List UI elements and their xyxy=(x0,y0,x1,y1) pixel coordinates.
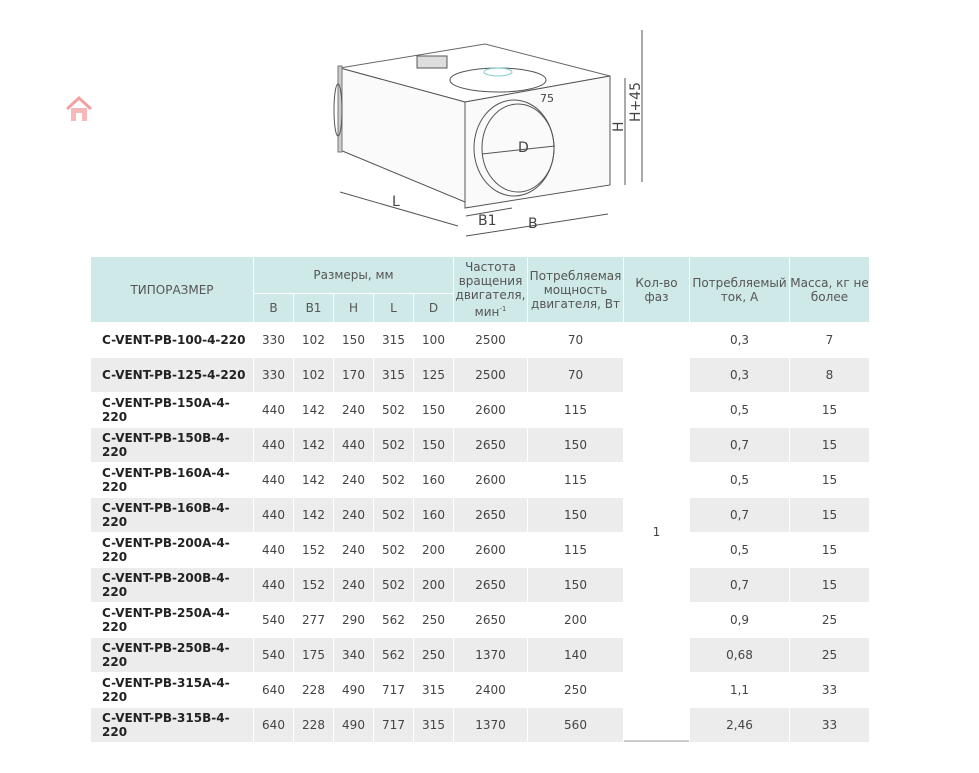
cell-value: 2400 xyxy=(475,683,506,697)
cell-value: 490 xyxy=(334,708,373,742)
cell-value: 70 xyxy=(528,358,623,392)
cell-value: 440 xyxy=(262,473,285,487)
cell-model: C-VENT-PB-315A-4-220 xyxy=(102,676,230,704)
cell-value: 2650 xyxy=(454,428,527,462)
table-row xyxy=(91,708,869,742)
cell-value: 717 xyxy=(374,708,413,742)
cell-value: 200 xyxy=(564,613,587,627)
cell-value: 640 xyxy=(254,708,293,742)
cell-value: 2650 xyxy=(454,498,527,532)
cell-value: 340 xyxy=(334,638,373,672)
cell-value: 502 xyxy=(382,473,405,487)
cell-value: 502 xyxy=(374,428,413,462)
table-row xyxy=(91,498,869,532)
cell-value: 560 xyxy=(528,708,623,742)
header-power: Потребляемая мощность двигателя, Вт xyxy=(528,257,623,322)
cell-value: 315 xyxy=(422,683,445,697)
cell-value: 102 xyxy=(302,333,325,347)
cell-value: 25 xyxy=(790,638,869,672)
cell-value: 142 xyxy=(302,403,325,417)
cell-value: 7 xyxy=(825,333,834,347)
cell-value: 717 xyxy=(382,683,405,697)
cell-value: 2500 xyxy=(454,358,527,392)
cell-value: 240 xyxy=(342,403,365,417)
label-h: H xyxy=(611,121,627,132)
cell-value: 2650 xyxy=(454,568,527,602)
cell-value: 0,5 xyxy=(729,543,750,557)
table-row xyxy=(91,638,869,672)
cell-value: 15 xyxy=(821,473,838,487)
cell-value: 240 xyxy=(342,543,365,557)
cell-value: 15 xyxy=(790,498,869,532)
cell-value: 240 xyxy=(334,498,373,532)
cell-value: 150 xyxy=(422,403,445,417)
cell-value: 1,1 xyxy=(729,683,750,697)
cell-value: 315 xyxy=(374,358,413,392)
cell-value: 502 xyxy=(374,568,413,602)
cell-value: 1370 xyxy=(454,708,527,742)
cell-value: 2,46 xyxy=(690,708,789,742)
cell-value: 330 xyxy=(254,358,293,392)
header-phases: Кол-во фаз xyxy=(624,257,689,322)
cell-value: 15 xyxy=(790,428,869,462)
cell-value: 640 xyxy=(262,683,285,697)
label-b: B xyxy=(528,216,538,232)
cell-value: 240 xyxy=(342,473,365,487)
cell-value: 125 xyxy=(414,358,453,392)
header-dim-l: L xyxy=(374,294,413,322)
cell-value: 160 xyxy=(422,473,445,487)
cell-value: 175 xyxy=(294,638,333,672)
cell-value: 200 xyxy=(414,568,453,602)
header-dim-b1: B1 xyxy=(294,294,333,322)
cell-value: 0,7 xyxy=(690,428,789,462)
cell-model: C-VENT-PB-125-4-220 xyxy=(91,358,253,392)
home-icon[interactable] xyxy=(64,95,94,123)
table-row xyxy=(91,603,869,637)
label-b1: B1 xyxy=(478,213,497,229)
cell-value: 440 xyxy=(254,568,293,602)
cell-value: 33 xyxy=(821,683,838,697)
cell-value: 0,7 xyxy=(690,498,789,532)
cell-value: 277 xyxy=(302,613,325,627)
cell-value: 0,5 xyxy=(729,403,750,417)
header-mass: Масса, кг не более xyxy=(790,257,869,322)
cell-value: 490 xyxy=(342,683,365,697)
cell-value: 100 xyxy=(422,333,445,347)
cell-value: 315 xyxy=(382,333,405,347)
cell-value: 440 xyxy=(262,543,285,557)
cell-value: 2600 xyxy=(475,543,506,557)
table-row xyxy=(91,568,869,602)
cell-value: 1370 xyxy=(454,638,527,672)
header-current: Потребляемый ток, А xyxy=(690,257,789,322)
header-dim-h: H xyxy=(334,294,373,322)
cell-value: 102 xyxy=(294,358,333,392)
table-row xyxy=(91,428,869,462)
cell-model: C-VENT-PB-150A-4-220 xyxy=(102,396,230,424)
specs-table xyxy=(90,256,870,743)
cell-value: 140 xyxy=(528,638,623,672)
cell-value: 440 xyxy=(254,498,293,532)
cell-value: 502 xyxy=(382,543,405,557)
cell-value: 315 xyxy=(414,708,453,742)
table-row xyxy=(91,463,869,497)
cell-value: 2500 xyxy=(475,333,506,347)
header-dim-b: B xyxy=(254,294,293,322)
cell-value: 115 xyxy=(564,473,587,487)
cell-value: 150 xyxy=(528,568,623,602)
cell-value: 502 xyxy=(382,403,405,417)
cell-value: 0,3 xyxy=(690,358,789,392)
cell-value: 150 xyxy=(528,498,623,532)
cell-value: 0,5 xyxy=(729,473,750,487)
cell-value: 250 xyxy=(564,683,587,697)
cell-model: C-VENT-PB-150B-4-220 xyxy=(91,428,253,462)
cell-value: 228 xyxy=(294,708,333,742)
header-dim-d: D xyxy=(414,294,453,322)
cell-value: 25 xyxy=(821,613,838,627)
cell-value: 160 xyxy=(414,498,453,532)
cell-value: 540 xyxy=(262,613,285,627)
cell-model: C-VENT-PB-160B-4-220 xyxy=(91,498,253,532)
label-h45: H+45 xyxy=(628,81,644,122)
cell-model: C-VENT-PB-200A-4-220 xyxy=(102,536,230,564)
cell-phases: 1 xyxy=(624,323,689,742)
cell-model: C-VENT-PB-160A-4-220 xyxy=(102,466,230,494)
cell-value: 15 xyxy=(821,543,838,557)
fan-technical-drawing xyxy=(300,30,660,250)
cell-value: 142 xyxy=(294,498,333,532)
cell-value: 562 xyxy=(374,638,413,672)
cell-value: 115 xyxy=(564,543,587,557)
label-l: L xyxy=(392,194,400,210)
header-dimensions: Размеры, мм xyxy=(254,257,453,293)
cell-value: 440 xyxy=(254,428,293,462)
cell-model: C-VENT-PB-315B-4-220 xyxy=(91,708,253,742)
header-frequency: Частота вращения двигателя, мин$^{-1}$ xyxy=(454,257,527,322)
table-row xyxy=(91,358,869,392)
cell-value: 240 xyxy=(334,568,373,602)
cell-value: 115 xyxy=(564,403,587,417)
cell-value: 0,3 xyxy=(729,333,750,347)
cell-value: 8 xyxy=(790,358,869,392)
cell-value: 250 xyxy=(422,613,445,627)
header-type: ТИПОРАЗМЕР xyxy=(91,257,253,322)
table-row xyxy=(91,673,869,707)
cell-value: 502 xyxy=(374,498,413,532)
cell-value: 0,9 xyxy=(729,613,750,627)
cell-model: C-VENT-PB-100-4-220 xyxy=(102,333,246,347)
cell-value: 152 xyxy=(302,543,325,557)
cell-value: 150 xyxy=(414,428,453,462)
cell-value: 70 xyxy=(567,333,584,347)
label-75: 75 xyxy=(540,92,554,105)
cell-value: 2650 xyxy=(475,613,506,627)
cell-value: 170 xyxy=(334,358,373,392)
cell-value: 290 xyxy=(342,613,365,627)
cell-value: 440 xyxy=(262,403,285,417)
cell-model: C-VENT-PB-250A-4-220 xyxy=(102,606,230,634)
cell-value: 200 xyxy=(422,543,445,557)
table-row xyxy=(91,393,869,427)
cell-value: 33 xyxy=(790,708,869,742)
table-row xyxy=(91,533,869,567)
cell-value: 142 xyxy=(294,428,333,462)
cell-value: 15 xyxy=(821,403,838,417)
cell-value: 0,68 xyxy=(690,638,789,672)
label-d: D xyxy=(518,140,529,156)
cell-value: 440 xyxy=(334,428,373,462)
cell-value: 150 xyxy=(528,428,623,462)
cell-value: 540 xyxy=(254,638,293,672)
table-row xyxy=(91,323,869,357)
cell-value: 150 xyxy=(342,333,365,347)
cell-value: 228 xyxy=(302,683,325,697)
cell-value: 2600 xyxy=(475,473,506,487)
cell-model: C-VENT-PB-250B-4-220 xyxy=(91,638,253,672)
cell-value: 152 xyxy=(294,568,333,602)
cell-value: 0,7 xyxy=(690,568,789,602)
cell-value: 562 xyxy=(382,613,405,627)
cell-value: 250 xyxy=(414,638,453,672)
cell-value: 15 xyxy=(790,568,869,602)
cell-value: 142 xyxy=(302,473,325,487)
cell-value: 2600 xyxy=(475,403,506,417)
cell-model: C-VENT-PB-200B-4-220 xyxy=(91,568,253,602)
cell-value: 330 xyxy=(262,333,285,347)
